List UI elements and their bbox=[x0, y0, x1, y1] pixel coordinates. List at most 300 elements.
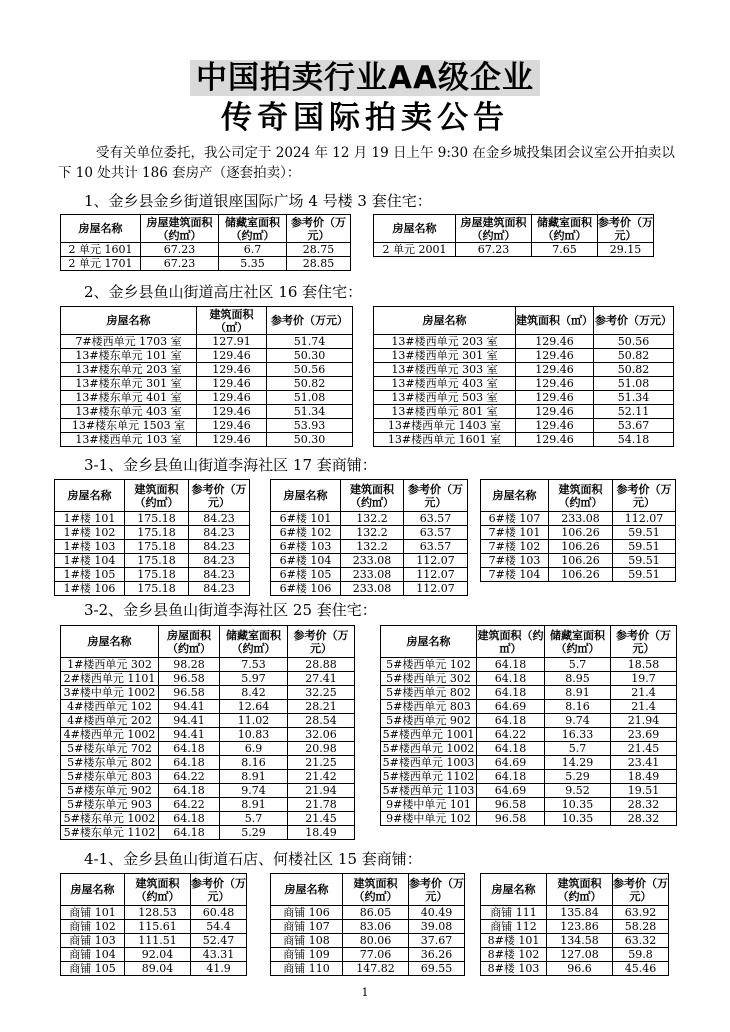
column-header: 房屋名称 bbox=[374, 215, 456, 243]
table-cell: 6.7 bbox=[219, 243, 287, 257]
column-header: 建筑面积（约㎡） bbox=[125, 874, 191, 906]
table-cell: 94.41 bbox=[159, 700, 220, 714]
table-header-row bbox=[61, 215, 351, 243]
table-cell: 50.30 bbox=[267, 349, 353, 363]
table-row bbox=[55, 526, 250, 540]
table-cell: 6#楼 101 bbox=[271, 512, 341, 526]
table-cell: 51.34 bbox=[594, 391, 674, 405]
table-cell: 63.57 bbox=[404, 526, 468, 540]
table-cell: 1#楼 106 bbox=[55, 582, 125, 596]
table-cell: 96.58 bbox=[477, 798, 545, 812]
table-cell: 63.32 bbox=[613, 934, 669, 948]
table-cell: 8.42 bbox=[220, 686, 288, 700]
property-table bbox=[60, 306, 353, 447]
table-cell: 14.29 bbox=[545, 756, 611, 770]
table-cell: 28.21 bbox=[288, 700, 355, 714]
table-cell: 40.49 bbox=[409, 906, 465, 920]
table-cell: 98.28 bbox=[159, 658, 220, 672]
table-cell: 7#楼 103 bbox=[481, 554, 549, 568]
column-header: 房屋名称 bbox=[61, 307, 197, 335]
table-cell: 175.18 bbox=[125, 554, 189, 568]
table-row bbox=[61, 419, 353, 433]
table-row bbox=[481, 948, 669, 962]
table-cell: 7#楼 104 bbox=[481, 568, 549, 582]
column-header: 参考价（万元） bbox=[189, 480, 250, 512]
table-cell: 64.18 bbox=[159, 812, 220, 826]
table-cell: 84.23 bbox=[189, 540, 250, 554]
table-cell: 89.04 bbox=[125, 962, 191, 976]
table-cell: 64.18 bbox=[159, 826, 220, 840]
table-row bbox=[374, 363, 674, 377]
table-cell: 129.46 bbox=[516, 349, 594, 363]
table-row bbox=[481, 920, 669, 934]
table-cell: 32.06 bbox=[288, 728, 355, 742]
table-cell: 233.08 bbox=[341, 582, 404, 596]
table-cell: 51.08 bbox=[594, 377, 674, 391]
table-cell: 233.08 bbox=[549, 512, 613, 526]
table-cell: 10.35 bbox=[545, 812, 611, 826]
property-table bbox=[480, 873, 669, 976]
table-row bbox=[374, 391, 674, 405]
table-cell: 51.08 bbox=[267, 391, 353, 405]
property-table bbox=[373, 306, 674, 447]
table-row bbox=[271, 906, 465, 920]
table-cell: 64.18 bbox=[477, 742, 545, 756]
table-cell: 5#楼西单元 102 bbox=[381, 658, 477, 672]
table-cell: 16.33 bbox=[545, 728, 611, 742]
table-cell: 175.18 bbox=[125, 512, 189, 526]
table-cell: 50.56 bbox=[594, 335, 674, 349]
table-cell: 112.07 bbox=[404, 554, 468, 568]
table-cell: 28.54 bbox=[288, 714, 355, 728]
table-cell: 2#楼西单元 1101 bbox=[61, 672, 159, 686]
table-cell: 84.23 bbox=[189, 582, 250, 596]
table-cell: 13#楼西单元 301 室 bbox=[374, 349, 516, 363]
table-cell: 84.23 bbox=[189, 554, 250, 568]
table-cell: 5.35 bbox=[219, 257, 287, 271]
table-cell: 28.88 bbox=[288, 658, 355, 672]
table-row bbox=[481, 934, 669, 948]
table-row bbox=[61, 433, 353, 447]
table-cell: 132.2 bbox=[341, 540, 404, 554]
table-cell: 112.07 bbox=[613, 512, 676, 526]
table-cell: 5#楼东单元 1102 bbox=[61, 826, 159, 840]
table-cell: 7.65 bbox=[532, 243, 598, 257]
table-cell: 63.57 bbox=[404, 540, 468, 554]
table-row bbox=[271, 948, 465, 962]
table-cell: 1#楼 101 bbox=[55, 512, 125, 526]
table-cell: 115.61 bbox=[125, 920, 191, 934]
table-cell: 6#楼 105 bbox=[271, 568, 341, 582]
table-cell: 64.18 bbox=[477, 770, 545, 784]
table-cell: 67.23 bbox=[456, 243, 532, 257]
table-cell: 8.91 bbox=[545, 686, 611, 700]
table-row bbox=[61, 934, 247, 948]
table-cell: 5.7 bbox=[220, 812, 288, 826]
table-row bbox=[271, 526, 468, 540]
column-header: 房屋建筑面积（约㎡） bbox=[456, 215, 532, 243]
table-cell: 129.46 bbox=[197, 391, 267, 405]
table-row bbox=[374, 377, 674, 391]
table-cell: 2 单元 1701 bbox=[61, 257, 141, 271]
table-cell: 129.46 bbox=[197, 419, 267, 433]
table-cell: 5#楼东单元 903 bbox=[61, 798, 159, 812]
table-cell: 84.23 bbox=[189, 526, 250, 540]
table-cell: 128.53 bbox=[125, 906, 191, 920]
table-row bbox=[381, 672, 677, 686]
table-cell: 13#楼西单元 1601 室 bbox=[374, 433, 516, 447]
table-cell: 60.48 bbox=[191, 906, 247, 920]
table-cell: 77.06 bbox=[343, 948, 409, 962]
table-row bbox=[61, 962, 247, 976]
table-cell: 53.93 bbox=[267, 419, 353, 433]
table-cell: 5#楼西单元 1002 bbox=[381, 742, 477, 756]
column-header: 房屋名称 bbox=[61, 874, 125, 906]
table-cell: 21.45 bbox=[288, 812, 355, 826]
table-cell: 132.2 bbox=[341, 526, 404, 540]
table-row bbox=[481, 526, 676, 540]
table-cell: 13#楼西单元 1403 室 bbox=[374, 419, 516, 433]
table-cell: 6#楼 106 bbox=[271, 582, 341, 596]
table-row bbox=[381, 756, 677, 770]
table-cell: 9.74 bbox=[220, 784, 288, 798]
column-header: 参考价（万元） bbox=[594, 307, 674, 335]
table-cell: 7#楼西单元 1703 室 bbox=[61, 335, 197, 349]
table-row bbox=[381, 784, 677, 798]
table-cell: 13#楼西单元 403 室 bbox=[374, 377, 516, 391]
table-cell: 59.51 bbox=[613, 540, 676, 554]
table-cell: 21.45 bbox=[611, 742, 677, 756]
column-header: 房屋建筑面积（约㎡） bbox=[141, 215, 219, 243]
table-cell: 86.05 bbox=[343, 906, 409, 920]
table-cell: 129.46 bbox=[197, 363, 267, 377]
table-cell: 50.30 bbox=[267, 433, 353, 447]
table-cell: 1#楼 102 bbox=[55, 526, 125, 540]
table-row bbox=[61, 335, 353, 349]
table-row bbox=[271, 540, 468, 554]
table-cell: 5#楼西单元 1102 bbox=[381, 770, 477, 784]
table-cell: 50.82 bbox=[594, 349, 674, 363]
table-cell: 64.69 bbox=[477, 756, 545, 770]
property-table bbox=[54, 479, 250, 596]
table-row bbox=[61, 948, 247, 962]
table-cell: 7.53 bbox=[220, 658, 288, 672]
table-cell: 11.02 bbox=[220, 714, 288, 728]
table-cell: 21.94 bbox=[288, 784, 355, 798]
table-cell: 53.67 bbox=[594, 419, 674, 433]
table-cell: 64.18 bbox=[159, 784, 220, 798]
table-cell: 5.29 bbox=[545, 770, 611, 784]
column-header: 建筑面积（约㎡） bbox=[341, 480, 404, 512]
table-row bbox=[271, 920, 465, 934]
table-row bbox=[374, 419, 674, 433]
table-cell: 64.22 bbox=[159, 770, 220, 784]
table-row bbox=[55, 568, 250, 582]
table-cell: 233.08 bbox=[341, 554, 404, 568]
table-header-row bbox=[271, 874, 465, 906]
table-cell: 9.74 bbox=[545, 714, 611, 728]
table-cell: 5#楼西单元 1001 bbox=[381, 728, 477, 742]
section-heading: 2、金乡县鱼山街道高庄社区 16 套住宅： bbox=[84, 283, 363, 301]
table-cell: 10.83 bbox=[220, 728, 288, 742]
table-cell: 129.46 bbox=[197, 377, 267, 391]
table-cell: 84.23 bbox=[189, 568, 250, 582]
section-heading: 1、金乡县金乡街道银座国际广场 4 号楼 3 套住宅： bbox=[84, 192, 432, 210]
table-cell: 8#楼 102 bbox=[481, 948, 547, 962]
table-cell: 1#楼 103 bbox=[55, 540, 125, 554]
table-cell: 50.82 bbox=[267, 377, 353, 391]
table-cell: 96.6 bbox=[547, 962, 613, 976]
table-row bbox=[381, 658, 677, 672]
table-row bbox=[61, 742, 355, 756]
table-row bbox=[61, 686, 355, 700]
table-cell: 67.23 bbox=[141, 243, 219, 257]
property-table bbox=[373, 214, 654, 257]
table-cell: 10.35 bbox=[545, 798, 611, 812]
table-row bbox=[374, 405, 674, 419]
table-cell: 135.84 bbox=[547, 906, 613, 920]
column-header: 储藏室面积（约㎡） bbox=[532, 215, 598, 243]
table-cell: 59.8 bbox=[613, 948, 669, 962]
table-cell: 123.86 bbox=[547, 920, 613, 934]
table-cell: 127.08 bbox=[547, 948, 613, 962]
table-cell: 45.46 bbox=[613, 962, 669, 976]
table-cell: 8#楼 101 bbox=[481, 934, 547, 948]
table-cell: 1#楼 104 bbox=[55, 554, 125, 568]
table-cell: 111.51 bbox=[125, 934, 191, 948]
table-header-row bbox=[481, 874, 669, 906]
table-row bbox=[481, 568, 676, 582]
column-header: 房屋名称 bbox=[271, 874, 343, 906]
table-cell: 20.98 bbox=[288, 742, 355, 756]
table-cell: 54.4 bbox=[191, 920, 247, 934]
table-header-row bbox=[61, 626, 355, 658]
column-header: 房屋名称 bbox=[271, 480, 341, 512]
table-header-row bbox=[61, 874, 247, 906]
table-row bbox=[374, 243, 654, 257]
table-cell: 13#楼西单元 801 室 bbox=[374, 405, 516, 419]
table-row bbox=[381, 742, 677, 756]
table-header-row bbox=[374, 307, 674, 335]
table-cell: 12.64 bbox=[220, 700, 288, 714]
table-cell: 129.46 bbox=[516, 363, 594, 377]
column-header: 房屋名称 bbox=[381, 626, 477, 658]
table-cell: 69.55 bbox=[409, 962, 465, 976]
table-cell: 商铺 112 bbox=[481, 920, 547, 934]
table-cell: 18.49 bbox=[288, 826, 355, 840]
table-cell: 64.69 bbox=[477, 784, 545, 798]
table-cell: 商铺 101 bbox=[61, 906, 125, 920]
column-header: 参考价（万元） bbox=[267, 307, 353, 335]
table-cell: 19.7 bbox=[611, 672, 677, 686]
column-header: 储藏室面积（约㎡） bbox=[220, 626, 288, 658]
table-cell: 28.32 bbox=[611, 798, 677, 812]
table-cell: 商铺 102 bbox=[61, 920, 125, 934]
table-cell: 51.74 bbox=[267, 335, 353, 349]
table-row bbox=[61, 784, 355, 798]
table-cell: 64.22 bbox=[477, 728, 545, 742]
table-cell: 64.22 bbox=[159, 798, 220, 812]
table-cell: 8.95 bbox=[545, 672, 611, 686]
table-row bbox=[481, 906, 669, 920]
table-cell: 8#楼 103 bbox=[481, 962, 547, 976]
table-row bbox=[374, 433, 674, 447]
column-header: 参考价（万元） bbox=[409, 874, 465, 906]
table-cell: 5.97 bbox=[220, 672, 288, 686]
table-cell: 129.46 bbox=[197, 405, 267, 419]
table-cell: 5#楼西单元 1003 bbox=[381, 756, 477, 770]
table-row bbox=[381, 714, 677, 728]
table-cell: 2 单元 1601 bbox=[61, 243, 141, 257]
property-table bbox=[60, 214, 351, 271]
table-cell: 13#楼西单元 503 室 bbox=[374, 391, 516, 405]
table-cell: 4#楼西单元 202 bbox=[61, 714, 159, 728]
table-header-row bbox=[381, 626, 677, 658]
column-header: 储藏室面积（约㎡） bbox=[545, 626, 611, 658]
table-cell: 129.46 bbox=[197, 433, 267, 447]
table-cell: 8.91 bbox=[220, 770, 288, 784]
table-cell: 13#楼西单元 303 室 bbox=[374, 363, 516, 377]
table-cell: 9#楼中单元 102 bbox=[381, 812, 477, 826]
table-row bbox=[61, 756, 355, 770]
table-cell: 5#楼西单元 802 bbox=[381, 686, 477, 700]
table-cell: 2 单元 2001 bbox=[374, 243, 456, 257]
table-cell: 106.26 bbox=[549, 526, 613, 540]
table-cell: 1#楼 105 bbox=[55, 568, 125, 582]
table-cell: 64.69 bbox=[477, 700, 545, 714]
table-cell: 28.85 bbox=[287, 257, 351, 271]
table-cell: 175.18 bbox=[125, 582, 189, 596]
column-header: 参考价（万元） bbox=[611, 626, 677, 658]
table-cell: 96.58 bbox=[477, 812, 545, 826]
column-header: 参考价（万元） bbox=[404, 480, 468, 512]
table-cell: 19.51 bbox=[611, 784, 677, 798]
table-row bbox=[61, 243, 351, 257]
table-row bbox=[271, 962, 465, 976]
table-header-row bbox=[61, 307, 353, 335]
table-cell: 50.82 bbox=[594, 363, 674, 377]
table-cell: 21.4 bbox=[611, 700, 677, 714]
table-cell: 32.25 bbox=[288, 686, 355, 700]
table-cell: 5#楼西单元 302 bbox=[381, 672, 477, 686]
column-header: 房屋名称 bbox=[55, 480, 125, 512]
table-cell: 36.26 bbox=[409, 948, 465, 962]
column-header: 建筑面积（约㎡） bbox=[549, 480, 613, 512]
page-number: 1 bbox=[361, 986, 369, 999]
table-cell: 127.91 bbox=[197, 335, 267, 349]
column-header: 房屋名称 bbox=[481, 874, 547, 906]
column-header: 参考价（万元） bbox=[598, 215, 653, 242]
table-row bbox=[381, 798, 677, 812]
table-cell: 8.91 bbox=[220, 798, 288, 812]
table-row bbox=[481, 554, 676, 568]
table-cell: 18.58 bbox=[611, 658, 677, 672]
table-row bbox=[55, 582, 250, 596]
table-cell: 7#楼 101 bbox=[481, 526, 549, 540]
table-cell: 21.94 bbox=[611, 714, 677, 728]
table-cell: 5.7 bbox=[545, 658, 611, 672]
table-row bbox=[61, 812, 355, 826]
section-heading: 3-1、金乡县鱼山街道李海社区 17 套商铺： bbox=[84, 456, 377, 474]
table-cell: 233.08 bbox=[341, 568, 404, 582]
table-cell: 129.46 bbox=[516, 419, 594, 433]
table-cell: 5#楼东单元 803 bbox=[61, 770, 159, 784]
table-row bbox=[381, 686, 677, 700]
table-cell: 9#楼中单元 101 bbox=[381, 798, 477, 812]
table-cell: 6.9 bbox=[220, 742, 288, 756]
table-cell: 5.7 bbox=[545, 742, 611, 756]
table-cell: 6#楼 102 bbox=[271, 526, 341, 540]
property-table bbox=[380, 625, 677, 826]
table-row bbox=[61, 714, 355, 728]
table-cell: 商铺 111 bbox=[481, 906, 547, 920]
table-row bbox=[271, 582, 468, 596]
table-cell: 23.69 bbox=[611, 728, 677, 742]
column-header: 储藏室面积（约㎡） bbox=[219, 215, 287, 243]
table-row bbox=[381, 812, 677, 826]
table-cell: 3#楼中单元 1002 bbox=[61, 686, 159, 700]
column-header: 参考价（万元） bbox=[613, 874, 669, 906]
table-row bbox=[61, 770, 355, 784]
title-line-2: 传奇国际拍卖公告 bbox=[221, 100, 509, 136]
table-cell: 商铺 110 bbox=[271, 962, 343, 976]
column-header: 房屋名称 bbox=[61, 626, 159, 658]
table-cell: 129.46 bbox=[516, 377, 594, 391]
table-row bbox=[61, 349, 353, 363]
table-cell: 106.26 bbox=[549, 554, 613, 568]
column-header: 建筑面积（约㎡） bbox=[547, 874, 613, 906]
table-cell: 59.51 bbox=[613, 554, 676, 568]
table-cell: 29.15 bbox=[598, 243, 654, 257]
column-header: 参考价（万元） bbox=[191, 874, 247, 906]
table-row bbox=[61, 658, 355, 672]
column-header: 参考价（万元） bbox=[613, 480, 676, 512]
property-table bbox=[480, 479, 676, 582]
table-cell: 52.11 bbox=[594, 405, 674, 419]
table-cell: 13#楼东单元 1503 室 bbox=[61, 419, 197, 433]
table-row bbox=[271, 934, 465, 948]
table-header-row bbox=[55, 480, 250, 512]
table-row bbox=[381, 728, 677, 742]
table-cell: 175.18 bbox=[125, 568, 189, 582]
table-row bbox=[55, 554, 250, 568]
table-cell: 175.18 bbox=[125, 540, 189, 554]
table-row bbox=[481, 962, 669, 976]
table-cell: 112.07 bbox=[404, 582, 468, 596]
table-cell: 52.47 bbox=[191, 934, 247, 948]
table-cell: 59.51 bbox=[613, 568, 676, 582]
title-line-1-text: 中国拍卖行业AA级企业 bbox=[190, 60, 540, 96]
table-cell: 80.06 bbox=[343, 934, 409, 948]
table-cell: 64.18 bbox=[477, 658, 545, 672]
table-cell: 13#楼东单元 203 室 bbox=[61, 363, 197, 377]
table-cell: 94.41 bbox=[159, 728, 220, 742]
table-cell: 5.29 bbox=[220, 826, 288, 840]
table-cell: 129.46 bbox=[516, 433, 594, 447]
table-cell: 54.18 bbox=[594, 433, 674, 447]
table-row bbox=[271, 512, 468, 526]
table-cell: 106.26 bbox=[549, 540, 613, 554]
table-cell: 37.67 bbox=[409, 934, 465, 948]
table-cell: 63.57 bbox=[404, 512, 468, 526]
table-cell: 175.18 bbox=[125, 526, 189, 540]
property-table bbox=[60, 873, 247, 976]
table-row bbox=[55, 540, 250, 554]
table-row bbox=[61, 906, 247, 920]
table-row bbox=[61, 405, 353, 419]
column-header: 建筑面积（㎡） bbox=[516, 307, 594, 335]
table-cell: 商铺 109 bbox=[271, 948, 343, 962]
